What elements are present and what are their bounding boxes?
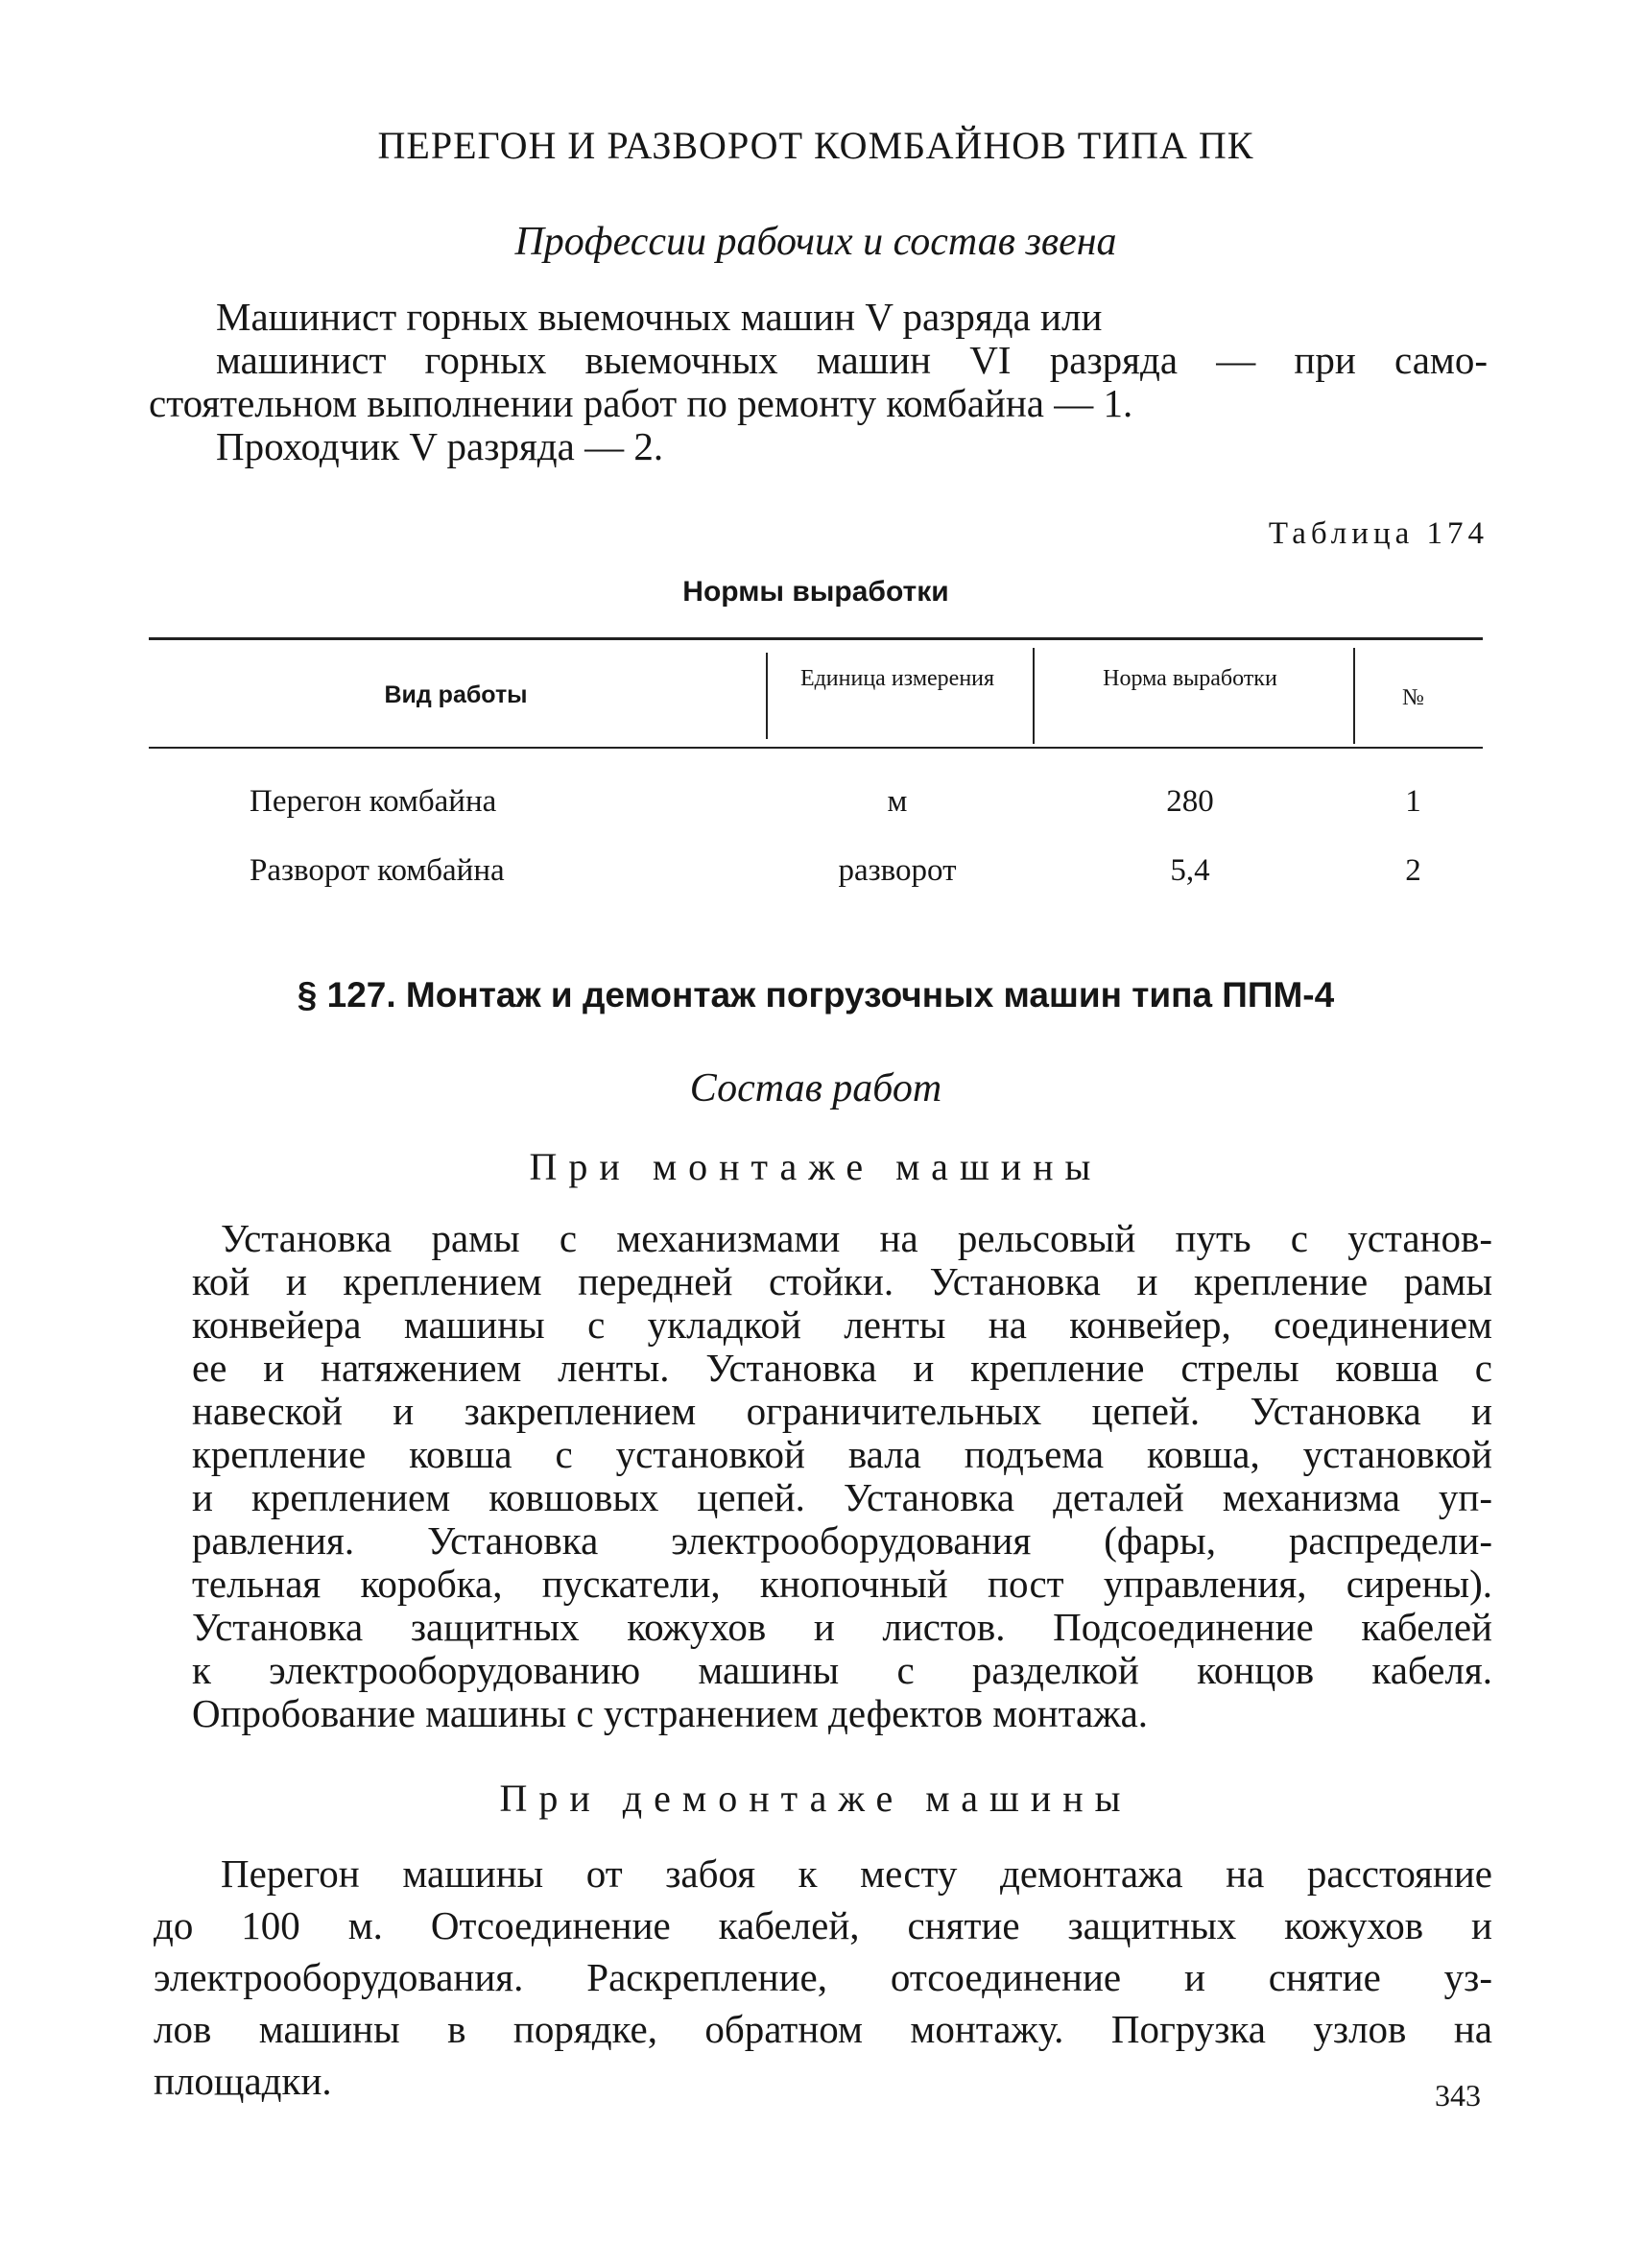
- crew-line: машинист горных выемочных машин VI разряда — при само-: [216, 338, 1488, 382]
- mounting-line: тельная коробка, пускатели, кнопочный пост управления, сирены).: [192, 1562, 1492, 1606]
- table-header-rule: [149, 747, 1483, 749]
- crew-line: Проходчик V разряда — 2.: [216, 424, 664, 468]
- mounting-line: Установка рамы с механизмами на рельсовый путь с установ-: [221, 1216, 1492, 1260]
- table-label: Таблица 174: [1268, 516, 1489, 551]
- dismantling-line: Перегон машины от забоя к месту демонтажа на расстояние: [221, 1851, 1492, 1896]
- column-divider: [1033, 648, 1035, 744]
- mounting-line: Опробование машины с устранением дефектов монтажа.: [192, 1691, 1149, 1735]
- mounting-line: навеской и закреплением ограничительных цепей. Установка и: [192, 1389, 1492, 1433]
- dismantling-line: лов машины в порядке, обратном монтажу. Погрузка узлов на: [154, 2007, 1492, 2051]
- mounting-line: крепление ковша с установкой вала подъема ковша, установкой: [192, 1432, 1492, 1476]
- header-unit: Единица измерения: [799, 666, 995, 691]
- cell-work: Разворот комбайна: [250, 853, 505, 888]
- dismantling-paragraph: [154, 1848, 1492, 2107]
- work-composition-heading: Состав работ: [689, 1066, 942, 1110]
- cell-unit: м: [887, 784, 908, 819]
- mounting-line: конвейера машины с укладкой ленты на конвейер, соединением: [192, 1302, 1492, 1347]
- crew-line: Машинист горных выемочных машин V разряда или: [216, 295, 1103, 339]
- mounting-line: Установка защитных кожухов и листов. Подсоединение кабелей: [192, 1605, 1492, 1649]
- column-divider: [1353, 648, 1355, 744]
- table-title: Нормы выработки: [682, 576, 949, 608]
- crew-line: стоятельном выполнении работ по ремонту комбайна — 1.: [149, 381, 1133, 425]
- cell-number: 2: [1405, 853, 1421, 888]
- mounting-line: кой и креплением передней стойки. Установка и крепление рамы: [192, 1259, 1492, 1303]
- cell-norm: 280: [1166, 784, 1214, 819]
- cell-unit: разворот: [838, 853, 957, 888]
- cell-number: 1: [1405, 784, 1421, 819]
- cell-norm: 5,4: [1170, 853, 1210, 888]
- cell-work: Перегон комбайна: [250, 784, 497, 819]
- dismantling-line: электрооборудования. Раскрепление, отсоединение и снятие уз-: [154, 1955, 1492, 1999]
- page-number: 343: [1435, 2078, 1481, 2113]
- mounting-heading: При монтаже машины: [529, 1145, 1103, 1188]
- dismantling-heading: При демонтаже машины: [499, 1777, 1132, 1820]
- mounting-line: и креплением ковшовых цепей. Установка деталей механизма уп-: [192, 1475, 1492, 1519]
- mounting-line: равления. Установка электрооборудования (фары, распредели-: [192, 1518, 1492, 1563]
- dismantling-line: площадки.: [154, 2059, 332, 2103]
- header-norm: Норма выработки: [1103, 666, 1277, 691]
- crew-heading: Профессии рабочих и состав звена: [514, 220, 1117, 264]
- mounting-line: к электрооборудованию машины с разделкой концов кабеля.: [192, 1648, 1492, 1692]
- mounting-paragraph: [154, 1217, 1492, 1735]
- crew-paragraph: [149, 295, 1488, 468]
- section-127-heading: § 127. Монтаж и демонтаж погрузочных машин типа ППМ-4: [297, 975, 1335, 1015]
- mounting-line: ее и натяжением ленты. Установка и крепление стрелы ковша с: [192, 1346, 1492, 1390]
- section-title: ПЕРЕГОН И РАЗВОРОТ КОМБАЙНОВ ТИПА ПК: [377, 124, 1254, 167]
- dismantling-line: до 100 м. Отсоединение кабелей, снятие защитных кожухов и: [154, 1903, 1492, 1947]
- header-work-type: Вид работы: [384, 681, 528, 708]
- table-top-rule: [149, 637, 1483, 640]
- header-number: №: [1402, 685, 1424, 710]
- column-divider: [766, 653, 768, 739]
